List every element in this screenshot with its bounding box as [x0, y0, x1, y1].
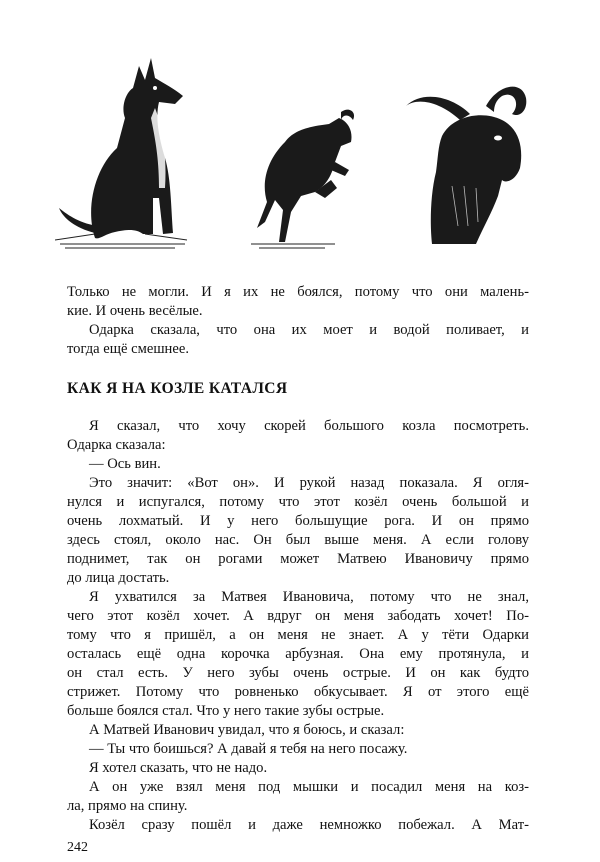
- text-line: Это значит: «Вот он». И рукой назад показала. Я огля-: [89, 475, 529, 491]
- text-line: Козёл сразу пошёл и даже немножко побежал. А Мат-: [89, 817, 529, 833]
- text-line: тогда ещё смешнее.: [67, 341, 189, 357]
- text-line: ла, прямо на спину.: [67, 798, 188, 814]
- text-line: поднимет, так он рогами может Матвею Ивановичу прямо: [67, 551, 529, 567]
- text-line: очень лохматый. И у него большущие рога. И он прямо: [67, 513, 529, 529]
- text-line: А он уже взял меня под мышки и посадил меня на коз-: [89, 779, 529, 795]
- text-line: до лица достать.: [67, 570, 170, 586]
- text-line: здесь стоял, около нас. Он был выше меня. А если голову: [67, 532, 529, 548]
- text-line: Я сказал, что хочу скорей большого козла посмотреть.: [89, 418, 529, 434]
- text-line: чего этот козёл хочет. А вдруг он меня забодать хочет! По-: [67, 608, 529, 624]
- text-line: осталась ещё одна корочка арбузная. Она ему протянула, и: [67, 646, 529, 662]
- text-line: Я ухватился за Матвея Ивановича, потому что не знал,: [89, 589, 529, 605]
- text-line: кие. И очень весёлые.: [67, 303, 203, 319]
- text-line: Только не могли. И я их не боялся, потому что они малень-: [67, 284, 529, 300]
- goat-kid-illustration: [245, 102, 360, 252]
- text-line: стрижет. Потому что ровненько обкусывает. Я от этого ещё: [67, 684, 529, 700]
- text-line: — Ты что боишься? А давай я тебя на него посажу.: [89, 741, 408, 757]
- text-line: Я хотел сказать, что не надо.: [89, 760, 268, 776]
- text-line: Одарка сказала, что она их моет и водой поливает, и: [89, 322, 529, 338]
- dog-illustration: [55, 48, 190, 253]
- page-number: 242: [67, 840, 88, 855]
- goat-head-illustration: [402, 76, 532, 248]
- text-line: Одарка сказала:: [67, 437, 166, 453]
- section-heading: КАК Я НА КОЗЛЕ КАТАЛСЯ: [67, 380, 288, 397]
- text-line: тому что я пришёл, а он меня не знает. А у тёти Одарки: [67, 627, 529, 643]
- text-line: больше боялся стал. Что у него такие зубы острые.: [67, 703, 385, 719]
- text-line: нулся и испугался, потому что этот козёл очень большой и: [67, 494, 529, 510]
- text-line: А Матвей Иванович увидал, что я боюсь, и сказал:: [89, 722, 405, 738]
- text-line: он стал есть. У него зубы очень острые. И он как будто: [67, 665, 529, 681]
- text-line: — Ось вин.: [89, 456, 161, 472]
